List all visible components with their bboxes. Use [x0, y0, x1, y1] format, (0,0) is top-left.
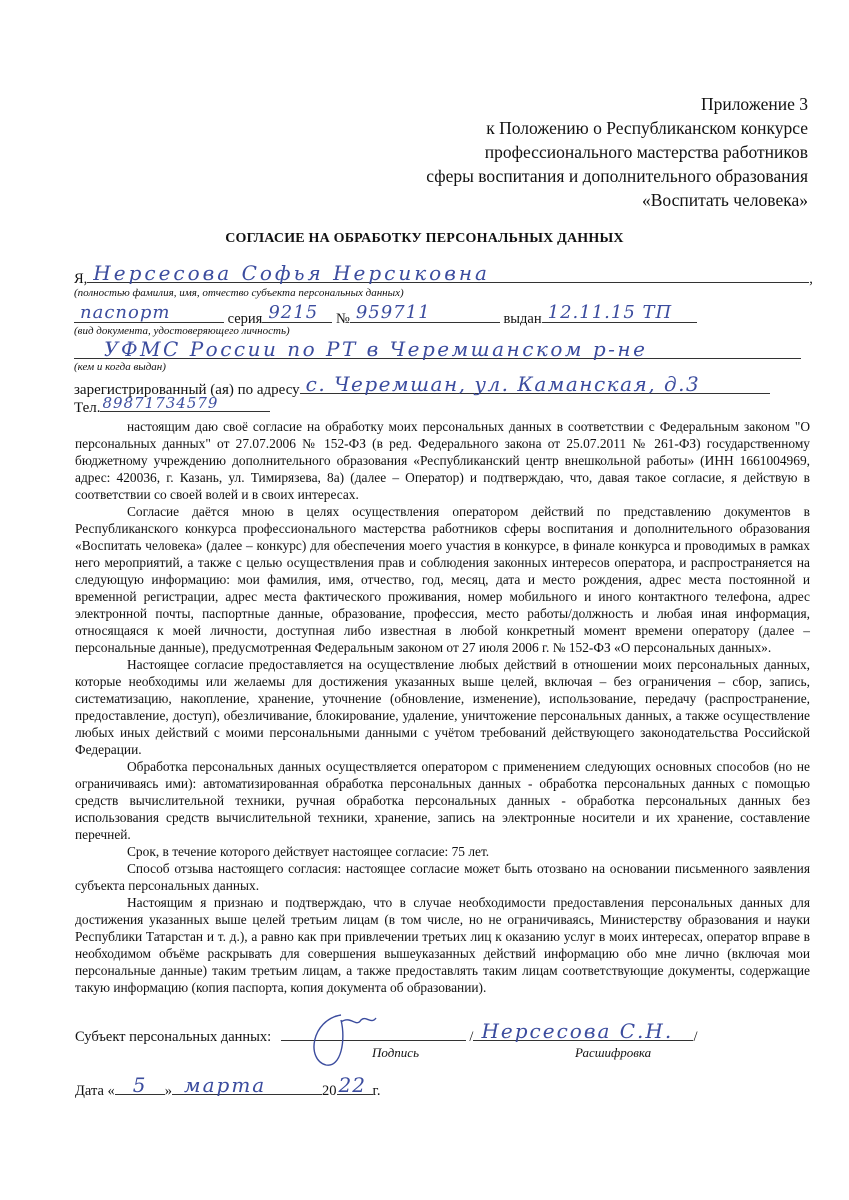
issued-field[interactable] [542, 304, 697, 323]
document-caption: (вид документа, удостоверяющего личность) [74, 325, 290, 337]
paragraph: Настоящее согласие предоставляется на осуществление любых действий в отношении моих персональных данных, которые необходимы или желаемы для достижения указанных выше целей, включая – без ограничения – сбор, запись, систематизацию, накопление, хранение, уточнение (обновление, изменение), использование, передачу (распространение, предоставление, доступ), обезличивание, блокирование, удаление, уничтожение персональных данных, а также осуществление любых иных действий с моими персональными данными с учётом требований действующего законодательства Российской Федерации. [75, 657, 810, 757]
paragraph: настоящим даю своё согласие на обработку моих персональных данных в соответствии с Федеральным законом "О персональных данных" от 27.07.2006 № 152-ФЗ (в ред. Федерального закона от 25.07.2011 № 261-ФЗ) государственному бюджетному учреждению дополнительного образования «Республиканский центр внешкольной работы» (ИНН 1661004969, адрес: 420036, г. Казань, ул. Тимирязева, 8а) (далее – Оператор) и подтверждаю, что, давая такое согласие, я действую в соответствии со своей волей и в своих интересах. [75, 419, 810, 502]
consent-body [75, 418, 810, 996]
paragraph: Способ отзыва настоящего согласия: настоящее согласие может быть отозвано на основании письменного заявления субъекта персональных данных. [75, 861, 810, 893]
header-line: сферы воспитания и дополнительного образования [426, 166, 808, 186]
month-field[interactable] [172, 1073, 322, 1097]
series-field[interactable] [262, 304, 332, 323]
issued-by-field[interactable] [74, 337, 801, 361]
date-label: Дата [75, 1083, 104, 1099]
series-label: серия [227, 311, 263, 327]
number-value: 959711 [355, 302, 431, 323]
full-name-caption: (полностью фамилия, имя, отчество субъекта персональных данных) [74, 287, 404, 299]
appendix-header [426, 92, 808, 212]
document-type-field[interactable] [74, 304, 224, 323]
header-line: Приложение 3 [700, 94, 808, 114]
document-type-value: паспорт [80, 302, 171, 323]
issued-by-value: УФМС России по РТ в Черемшанском р-не [104, 337, 648, 361]
issued-by-caption: (кем и когда выдан) [74, 361, 166, 373]
issued-label: выдан [503, 311, 542, 327]
year-field[interactable] [337, 1073, 373, 1097]
decoding-caption: Расшифровка [575, 1045, 652, 1060]
address-label: зарегистрированный (ая) по адресу [74, 382, 300, 398]
number-label: № [335, 311, 350, 327]
year-prefix: 20 [322, 1083, 337, 1099]
header-line: к Положению о Республиканском конкурсе [486, 118, 808, 138]
signature-caption: Подпись [372, 1045, 419, 1060]
issued-value: 12.11.15 ТП [547, 302, 673, 323]
header-line: профессионального мастерства работников [484, 142, 808, 162]
day-value: 5 [132, 1073, 147, 1097]
phone-row [74, 393, 270, 417]
decoding-value: Нерсесова С.Н. [481, 1019, 674, 1043]
year-unit: г. [372, 1083, 381, 1099]
date-row: Дата « 5 » марта 20 22 г. [75, 1073, 381, 1099]
full-name-field[interactable] [87, 261, 809, 285]
paragraph: Обработка персональных данных осуществляется оператором с применением следующих основных способов (но не ограничиваясь ими): автоматизированная обработка персональных данных - обработка персональных данных с помощью средств вычислительной техники, ручная обработка персональных данных - обработка персональных данных без использования средств вычислительной техники, хранение, запись на электронные носители и их хранение, составление перечней. [75, 759, 810, 842]
phone-field[interactable] [100, 393, 270, 412]
i-label: Я, [74, 271, 88, 287]
signature-field[interactable] [281, 1022, 466, 1041]
decoding-field[interactable] [473, 1019, 693, 1043]
subject-label: Субъект персональных данных: [75, 1029, 272, 1045]
month-value: марта [184, 1073, 267, 1097]
name-row: Я, Нерсесова Софья Нерсиковна , [74, 261, 813, 287]
handwritten-signature [301, 1010, 391, 1070]
address-value: с. Черемшан, ул. Каманская, д.3 [305, 372, 701, 396]
paragraph: Настоящим я признаю и подтверждаю, что в случае необходимости предоставления персональных данных для достижения указанных выше целей третьим лицам (в том числе, но не ограничиваясь, Министерству образования и науки Республики Татарстан и т. д.), а равно как при привлечении третьих лиц к оказанию услуг в моих интересах, оператор вправе в необходимом объёме раскрывать для совершения вышеуказанных действий информацию обо мне лично (включая мои персональные данные) таким третьим лицам, а также предоставлять таким лицам соответствующие документы, содержащие такую информацию (копия паспорта, копия документа об образовании). [75, 895, 810, 995]
subject-row: Субъект персональных данных: / Нерсесова С.Н. / [75, 1022, 697, 1046]
paragraph: Срок, в течение которого действует настоящее согласие: 75 лет. [127, 844, 490, 859]
number-field[interactable] [350, 304, 500, 323]
day-field[interactable] [115, 1073, 165, 1097]
phone-value: 89871734579 [102, 394, 219, 412]
series-value: 9215 [268, 302, 319, 323]
phone-label: Тел. [74, 400, 101, 416]
year-value: 22 [338, 1073, 366, 1097]
header-line: «Воспитать человека» [641, 190, 808, 210]
full-name-value: Нерсесова Софья Нерсиковна [93, 261, 490, 285]
document-title: СОГЛАСИЕ НА ОБРАБОТКУ ПЕРСОНАЛЬНЫХ ДАННЫХ [225, 231, 624, 246]
paragraph: Согласие даётся мною в целях осуществления оператором действий по представлению документов в Республиканского конкурса профессионального мастерства работников сферы воспитания и дополнительного образования «Воспитать человека» (далее – конкурс) для обеспечения моего участия в конкурсе, в финале конкурса и проводимых в рамках него мероприятий, а также с целью осуществления прав и соблюдения законных интересов оператора, и распространяется на следующую информацию: мои фамилия, имя, отчество, год, месяц, дата и место рождения, адрес места постоянной и временной регистрации, адрес места фактического проживания, номер мобильного и иного контактного телефона, адрес электронной почты, паспортные данные, образование, профессия, место работы/должность и любая иная информация, относящаяся к моей личности, доступная либо известная в любой конкретный момент времени оператору (далее – персональные данные), предусмотренная Федеральным законом от 27 июля 2006 г. № 152-ФЗ «О персональных данных». [75, 504, 810, 655]
issued-by-row [74, 337, 801, 364]
address-field[interactable] [300, 372, 770, 396]
